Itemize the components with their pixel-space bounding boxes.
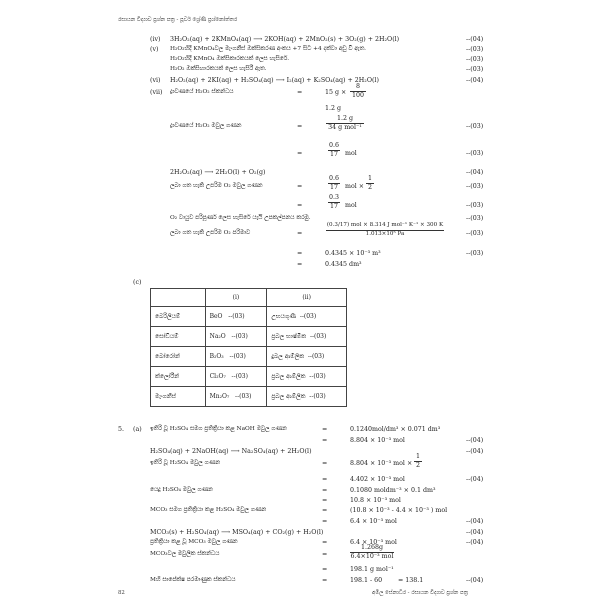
equals-sign: = [322, 551, 328, 558]
q5-line2-mark: --(04) [466, 437, 484, 444]
question-5-number: 5. [118, 426, 125, 433]
q5-line3-mark: --(04) [466, 448, 484, 455]
oxide-formula: B₂O₃ [209, 352, 224, 360]
oxide-cell [205, 367, 267, 387]
table-header-cell [151, 289, 206, 307]
element-cell: මැංගනීස් [151, 387, 206, 407]
q5-line12-label: MCO₃වල මවුලික ස්කන්ධය [150, 551, 220, 557]
h2o2-mass-value: 1.2 g [325, 105, 342, 112]
item-vi-equation: H₂O₂(aq) + 2KI(aq) + H₂SO₄(aq) ⟶ I₂(aq) + K₂SO₄(aq) + 2H₂O(l) [170, 77, 379, 84]
nature-mark: --(03) [307, 352, 325, 360]
equals-sign: = [322, 437, 328, 444]
q5-line10-mark: --(04) [466, 529, 484, 536]
nature-mark: --(03) [309, 392, 326, 400]
page-header: රසායන විද්‍යාව ප්‍රශ්න පත්‍ර - පූර්ව ශ්‍රේණි ප්‍රශ්නෝත්තර [118, 17, 238, 23]
oxide-mark: --(03) [228, 312, 245, 320]
o2-volume-value-1: 0.4345 × 10⁻³ m³ [325, 250, 381, 257]
oxide-nature: දුබල ආම්ලික [271, 352, 305, 360]
equals-sign: = [297, 202, 303, 209]
h2o2-mole-fraction-2: $\frac{0.6}{17}$ [328, 142, 339, 159]
item-vi-label: (vi) [150, 77, 161, 84]
nature-cell [267, 327, 347, 347]
q5-line9-mark: --(04) [466, 518, 484, 525]
q5-line14-result: = 138.1 [398, 577, 424, 584]
item-vii-mark8: --(03) [466, 250, 484, 257]
half-fraction: $\frac{1}{2}$ [367, 175, 372, 192]
element-cell: සෝඩියම් [151, 327, 206, 347]
q5-line11-label: ප්‍රතික්‍රියා කළ වූ MCO₃ මවුල ගණන [150, 539, 238, 545]
q5-line6-label: යෙදූ H₂SO₄ මවුල ගණන [150, 487, 213, 493]
oxide-cell [205, 387, 267, 407]
q5-line6-value: 0.1080 moldm⁻³ × 0.1 dm³ [350, 487, 436, 494]
oxide-nature: ප්‍රබල ආම්ලික [271, 372, 306, 380]
equals-sign: = [322, 460, 328, 467]
table-row [151, 387, 347, 407]
q5-line5-value: 4.402 × 10⁻³ mol [350, 476, 405, 483]
o2-volume-value-2: 0.4345 dm³ [325, 261, 362, 268]
molar-mass-fraction: 1.268g 6.4×10⁻³ mol [350, 544, 394, 561]
nature-cell [267, 367, 347, 387]
o2-mol-unit: mol [345, 202, 357, 209]
equals-sign: = [297, 230, 303, 237]
o2-mole-label: ලබා ගත හැකි උපරිම O₂ මවුල ගණන [170, 183, 263, 189]
q5-line14-label: Mහි සාපේක්ෂ පරමාණුක ස්කන්ධය [150, 577, 236, 583]
nature-cell [267, 387, 347, 407]
q5-line5-mark: --(04) [466, 476, 484, 483]
q5-reaction-equation: H₂SO₄(aq) + 2NaOH(aq) ⟶ Na₂SO₄(aq) + 2H₂O(l) [150, 448, 312, 455]
oxide-nature: ප්‍රබල භාෂ්මික [271, 332, 307, 340]
page-number: 82 [118, 590, 125, 596]
q5-line13-value: 198.1 g mol⁻¹ [350, 566, 394, 573]
item-vii-mark5: --(03) [466, 202, 484, 209]
oxide-cell [205, 307, 267, 327]
oxide-nature: ප්‍රබල ආම්ලික [271, 392, 306, 400]
h2o2-mole-fraction: 1.2 g 34 g mol⁻¹ [326, 116, 364, 132]
part-c-label: (c) [133, 279, 142, 286]
q5-line7-value: 10.8 × 10⁻³ mol [350, 497, 401, 504]
q5-carbonate-equation: MCO₃(s) + H₂SO₄(aq) ⟶ MSO₄(aq) + CO₂(g) + H₂O(l) [150, 529, 324, 536]
nature-cell [267, 347, 347, 367]
q5-line9-value: 6.4 × 10⁻³ mol [350, 518, 397, 525]
table-header-cell: (i) [205, 289, 267, 307]
equals-sign: = [297, 123, 303, 130]
mol-unit: mol [345, 150, 357, 157]
decomposition-equation: 2H₂O₂(aq) ⟶ 2H₂O(l) + O₂(g) [170, 169, 266, 176]
nature-mark: --(03) [309, 372, 326, 380]
item-vii-label: (vii) [150, 89, 163, 96]
oxide-table [150, 288, 347, 407]
item-v-line1: H₂O₂හිදී KMnO₄වල මැංගනීස් ඔක්සිකරණ අංකය +7 සිට +4 දක්වා අඩු වී ඇත. [170, 46, 367, 52]
item-v-line2: H₂O₂හිදී KMnO₄ ඔක්සිකාරකයක් ලෙස හැසිරේ. [170, 56, 290, 62]
item-v-mark1: --(03) [466, 46, 484, 53]
oxide-formula: Mn₂O₇ [209, 392, 230, 400]
oxide-nature: උභයගුණී [271, 312, 296, 320]
q5-line1-label: ඉතිරි වූ H₂SO₄ සමග ප්‍රතික්‍රියා කළ NaOH මවුල ගණන [150, 426, 287, 432]
question-5-part: (a) [133, 426, 142, 433]
q5-line14-mark: --(04) [466, 577, 484, 584]
oxide-mark: --(03) [231, 332, 248, 340]
nature-mark: --(03) [309, 332, 327, 340]
q5-line4-value: 8.804 × 10⁻³ mol × [350, 460, 413, 467]
item-vii-mark3: --(04) [466, 169, 484, 176]
item-v-label: (v) [150, 46, 159, 53]
equals-sign: = [322, 507, 328, 514]
table-row [151, 307, 347, 327]
equals-sign: = [297, 261, 303, 268]
equals-sign: = [322, 497, 328, 504]
oxide-cell [205, 327, 267, 347]
equals-sign: = [322, 476, 328, 483]
q5-line11-mark: --(04) [466, 539, 484, 546]
equals-sign: = [322, 566, 328, 573]
o2-volume-label: ලබා ගත හැකි උපරිම O₂ පරිමාව [170, 230, 251, 236]
q5-line2-value: 8.804 × 10⁻³ mol [350, 437, 405, 444]
oxide-cell [205, 347, 267, 367]
item-vi-mark: --(04) [466, 77, 484, 84]
o2-mole-mid: mol × [345, 183, 365, 190]
element-cell: බෝරෝන් [151, 347, 206, 367]
mass-fraction: $\frac{8}{100}$ [351, 83, 365, 100]
h2o2-mole-label: ද්‍රාවණයේ H₂O₂ මවුල ගණන [170, 123, 242, 129]
table-header-cell: (ii) [267, 289, 347, 307]
element-cell: ක්ලෝරීන් [151, 367, 206, 387]
q5-line14-value: 198.1 - 60 [350, 577, 383, 584]
q5-line4-label: ඉතිරි වූ H₂SO₄ මවුල ගණන [150, 460, 220, 466]
table-row [151, 347, 347, 367]
oxide-mark: --(03) [229, 352, 246, 360]
item-v-mark2: --(03) [466, 56, 484, 63]
item-v-line3: H₂O₂ ඔක්සිහාරකයක් ලෙස හැසිරී ඇත. [170, 66, 267, 72]
equals-sign: = [297, 183, 303, 190]
q5-line11-value: 6.4 × 10⁻³ mol [350, 539, 397, 546]
table-header-row [151, 289, 347, 307]
q5-half-fraction: $\frac{1}{2}$ [415, 453, 420, 470]
item-v-mark3: --(03) [466, 66, 484, 73]
q5-line8-value: (10.8 × 10⁻³ - 4.4 × 10⁻³ ) mol [350, 507, 448, 514]
oxide-formula: Cl₂O₇ [209, 372, 226, 380]
item-vii-mark6: --(03) [466, 215, 484, 222]
q5-line1-value: 0.1240mol/dm³ × 0.071 dm³ [350, 426, 441, 433]
equals-sign: = [322, 487, 328, 494]
table-row [151, 327, 347, 347]
o2-mole-fraction-2: $\frac{0.3}{17}$ [328, 194, 339, 211]
oxide-mark: --(03) [235, 392, 252, 400]
h2o2-mass-expression: 15 g × [325, 89, 347, 96]
o2-mole-fraction: $\frac{0.6}{17}$ [328, 175, 339, 192]
equals-sign: = [322, 577, 328, 584]
item-vii-mark7: --(03) [466, 230, 484, 237]
equals-sign: = [297, 250, 303, 257]
equals-sign: = [297, 89, 303, 96]
nature-mark: --(03) [299, 312, 317, 320]
item-vii-mark1: --(03) [466, 123, 484, 130]
equals-sign: = [322, 426, 328, 433]
h2o2-mass-label: ද්‍රාවණයේ H₂O₂ ස්කන්ධය [170, 89, 234, 95]
nature-cell [267, 307, 347, 327]
oxide-mark: --(03) [231, 372, 248, 380]
equals-sign: = [322, 518, 328, 525]
page-footer-text: අමිල සේනාධීර - රසායන විද්‍යාව ප්‍රශ්න පත්‍ර [372, 590, 469, 596]
item-vii-mark2: --(03) [466, 150, 484, 157]
element-cell: බෙරිලියම් [151, 307, 206, 327]
item-iv-label: (iv) [150, 36, 161, 43]
table-row [151, 367, 347, 387]
item-vii-mark4: --(03) [466, 183, 484, 190]
o2-volume-fraction: (0.3/17) mol × 8.314 J mol⁻¹ K⁻¹ × 300 K 1.013×10⁵ Pa [326, 222, 444, 237]
q5-line8-label: MCO₃ සමග ප්‍රතික්‍රියා කළ H₂SO₄ මවුල ගණන [150, 507, 267, 513]
item-iv-mark: --(04) [466, 36, 484, 43]
ideal-gas-assumption: O₂ වායුව පරිපූර්ණ ලෙස හැසිරේ යැයි උපකල්පනය කරමු. [170, 215, 311, 221]
oxide-formula: BeO [209, 312, 223, 320]
equals-sign: = [322, 539, 328, 546]
equals-sign: = [297, 150, 303, 157]
item-iv-equation: 3H₂O₂(aq) + 2KMnO₄(aq) ⟶ 2KOH(aq) + 2MnO₂(s) + 3O₂(g) + 2H₂O(l) [170, 36, 400, 43]
oxide-formula: Na₂O [209, 332, 226, 340]
